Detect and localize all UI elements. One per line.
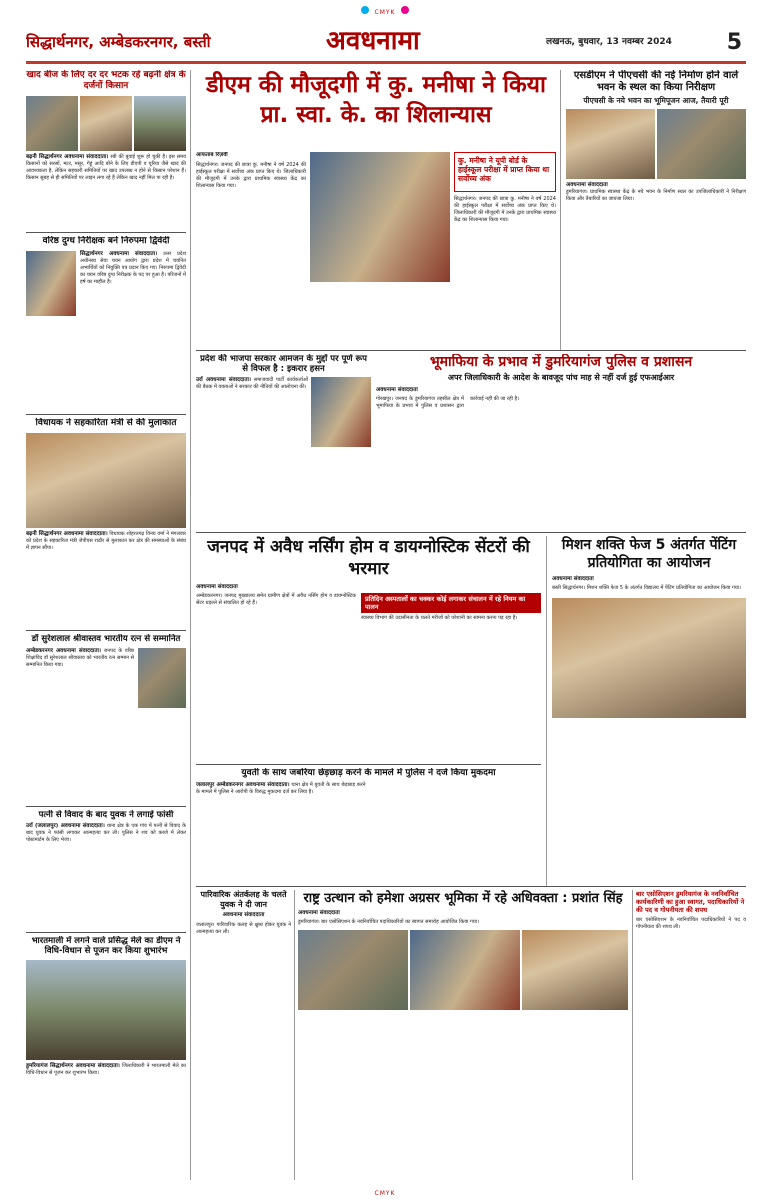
column-divider — [546, 536, 547, 886]
divider — [196, 886, 746, 887]
divider — [26, 414, 186, 415]
story-headline: भूमाफिया के प्रभाव में डुमरियागंज पुलिस व प्रशासन — [429, 354, 693, 370]
farmers-photo — [134, 96, 186, 151]
story-byline: अवधनामा संवाददाता — [552, 576, 594, 582]
story-body: विधायक शोहरतगढ़ विनय वर्मा ने मंगलवार को प्रदेश के सहकारिता मंत्री जेपीएस राठौर से मुलाकात कर क्षेत्र की समस्याओं के संबंध में ज्ञापन सौंपा। — [26, 531, 186, 551]
story-byline: अवधनामा संवाददाता — [376, 387, 418, 393]
story-sp-meeting — [196, 354, 371, 529]
foundation-photo — [310, 152, 450, 282]
farmers-photo — [26, 96, 78, 151]
story-body: बार एसोसिएशन के नवनिर्वाचित पदाधिकारियों ने पद व गोपनीयता की शपथ ली। — [636, 917, 746, 930]
ceremony-photo — [298, 930, 408, 1010]
story-headline: युवती के साथ जबरिया छेड़छाड़ करने के मामले में पुलिस ने दर्ज किया मुकदमा — [241, 768, 496, 778]
story-byline: उर्रा अवधनामा संवाददाता। — [196, 377, 251, 383]
cmyk-label: CMYK — [374, 1189, 396, 1197]
story-landmafia — [376, 354, 746, 529]
ceremony-photo — [522, 930, 628, 1010]
newspaper-logo: अवधनामा — [326, 26, 420, 56]
story-body: रबी की बुवाई शुरू हो चुकी है। इस समय किसानों को सरसों, मटर, मसूर, गेहूं आदि बोने के लिए डीएपी व यूरिया जैसे खाद की आवश्यकता है, लेकिन सहकारी समितियों पर खाद उपलब्ध न होने से किसान परेशान हैं। किसान सुबह से ही समितियों पर लाइन लगा रहे हैं लेकिन खाद नहीं मिल पा रही है। — [26, 154, 186, 181]
cmyk-label: CMYK — [374, 9, 396, 16]
divider — [26, 932, 186, 933]
story-subheadline: पीएचसी के नये भवन का भूमिपूजन आज, तैयारी पूरी — [583, 96, 729, 105]
column-divider — [294, 890, 295, 1180]
story-body: जिलाधिकारी ने भारतमाली मेले का विधि-विधान से पूजन कर शुभारंभ किया। — [26, 1063, 186, 1076]
story-body: बस्ती सिद्धार्थनगर। मिशन शक्ति फेज 5 के अंतर्गत विद्यालय में पेंटिंग प्रतियोगिता का आयोजन किया गया। — [552, 585, 741, 592]
story-bar-association — [636, 890, 746, 1180]
story-body: डुमरियागंज। प्राथमिक स्वास्थ्य केंद्र के नये भवन के निर्माण स्थल का उपजिलाधिकारी ने निरीक्षण किया और तैयारियों का जायजा लिया। — [566, 189, 746, 203]
story-advocate — [298, 890, 628, 1180]
divider — [196, 764, 541, 765]
column-divider — [190, 70, 191, 1180]
edition-date: लखनऊ, बुधवार, 13 नवम्बर 2024 — [546, 37, 672, 47]
portrait-photo — [138, 648, 186, 708]
pull-quote-text: कु. मनीषा ने यूपी बोर्ड के हाईस्कूल परीक्षा में प्राप्त किया था सर्वोच्च अंक — [458, 156, 550, 183]
boxed-headline: प्रतिदिन अस्पतालों का चक्कर कोई लगाकर संचालन में रहे नियम का पालन — [361, 593, 541, 613]
story-byline: बढ़नी सिद्धार्थनगर अवधनामा संवाददाता। — [26, 531, 108, 537]
story-body: थाना क्षेत्र में युवती के साथ छेड़छाड़ करने के मामले में पुलिस ने आरोपी के विरुद्ध मुकदमा दर्ज कर लिया है। — [196, 782, 366, 795]
cmyk-marker-bottom — [0, 1190, 770, 1198]
divider — [196, 350, 746, 351]
story-byline: सिद्धार्थनगर अवधनामा संवाददाता। — [80, 251, 158, 257]
ceremony-photo — [410, 930, 520, 1010]
story-byline: अवधनामा संवाददाता — [566, 182, 608, 188]
story-body: सिद्धार्थनगर। जनपद की छात्रा कु. मनीषा ने वर्ष 2024 की हाईस्कूल परीक्षा में सर्वोच्च अंक प्राप्त किए थे। जिलाधिकारी की मौजूदगी में उनके द्वारा प्राथमिक स्वास्थ्य केंद्र का शिलान्यास किया गया। — [196, 162, 306, 189]
divider — [26, 232, 186, 233]
story-fair — [26, 936, 186, 1176]
story-headline: पारिवारिक अंतर्कलह के चलते युवक ने दी जान — [200, 890, 287, 909]
painting-photo — [552, 598, 746, 718]
story-award — [26, 634, 186, 804]
story-headline: बार एसोसिएशन डुमरियागंज के नवनिर्वाचित कार्यकारिणी का हुआ स्वागत, पदाधिकारियों ने की पद व गोपनीयता की शपथ — [636, 890, 745, 914]
story-mla-meeting — [26, 418, 186, 628]
story-body: डुमरियागंज। बार एसोसिएशन के नवनिर्वाचित पदाधिकारियों का स्वागत समारोह आयोजित किया गया। — [298, 919, 479, 926]
story-byline: अम्बेडकरनगर अवधनामा संवाददाता। — [26, 648, 101, 654]
edition-location: सिद्धार्थनगर, अम्बेडकरनगर, बस्ती — [26, 33, 211, 51]
story-headline: भारतमाली में लगने वाले प्रसिद्ध मेले का डीएम ने विधि-विधान से पूजन कर किया शुभारंभ — [31, 936, 181, 956]
story-main — [196, 70, 556, 150]
story-byline: आफताब रिज़वी — [196, 152, 228, 158]
story-byline: उर्रा (जलालपुर) अवधनामा संवाददाता। — [26, 823, 105, 829]
story-body: उत्तर प्रदेश अधीनस्थ सेवा चयन आयोग द्वारा प्रदेश में चयनित अभ्यर्थियों को नियुक्ति पत्र प्रदान किए गए। निरुपमा द्विवेदी का चयन वरिष्ठ दुग्ध निरीक्षक के पद पर हुआ है। परिजनों में हर्ष का माहौल है। — [80, 251, 186, 285]
story-headline: खाद बीज के लिए दर दर भटक रहे बढ़नी क्षेत्र के दर्जनों किसान — [26, 70, 186, 91]
page-number: 5 — [726, 30, 742, 55]
masthead — [26, 24, 746, 64]
inspection-photo — [566, 109, 655, 179]
column-divider — [560, 70, 561, 350]
story-headline: मिशन शक्ति फेज 5 अंतर्गत पेंटिंग प्रतियोगिता का आयोजन — [561, 537, 737, 571]
divider — [196, 532, 746, 533]
story-headline: जनपद में अवैध नर्सिंग होम व डायग्नोस्टिक सेंटरों की भरमार — [207, 537, 530, 579]
story-sdm — [566, 70, 746, 350]
story-headline: वरिष्ठ दुग्ध निरीक्षक बने निरुपमा द्विवेदी — [42, 236, 170, 246]
story-headline: विधायक ने सहकारिता मंत्री से की मुलाकात — [35, 418, 177, 428]
story-headline: डॉ सुरेशलाल श्रीवास्तव भारतीय रत्न से सम्मानित — [31, 634, 181, 644]
story-main-body — [196, 152, 556, 347]
farmers-photo — [80, 96, 132, 151]
story-mission — [552, 536, 746, 886]
story-byline: जलालपुर अम्बेडकरनगर अवधनामा संवाददाता। — [196, 782, 290, 788]
story-byline: अवधनामा संवाददाता — [222, 912, 265, 918]
story-body: जनपद के वरिष्ठ शिक्षाविद डॉ सुरेशलाल श्रीवास्तव को भारतीय रत्न सम्मान से सम्मानित किया गया। — [26, 648, 134, 668]
story-headline: प्रदेश की भाजपा सरकार आमजन के मुद्दों पर पूर्ण रूप से विफल है : इकरार हसन — [200, 354, 367, 374]
story-body: थाना क्षेत्र के एक गांव में पत्नी से विवाद के बाद युवक ने फांसी लगाकर आत्महत्या कर ली। पुलिस ने शव को कब्जे में लेकर पोस्टमार्टम के लिए भेजा। — [26, 823, 186, 843]
story-byline: अवधनामा संवाददाता — [196, 584, 238, 590]
story-byline: डुमरियागंज सिद्धार्थनगर अवधनामा संवाददाता। — [26, 1063, 120, 1069]
reg-magenta-mark — [401, 6, 409, 14]
story-body: गोरखपुर। जनपद के डुमरियागंज तहसील क्षेत्र में भूमाफिया के प्रभाव में पुलिस व प्रशासन द्वारा कार्रवाई नहीं की जा रही है। — [376, 396, 520, 410]
story-headline: राष्ट्र उत्थान को हमेशा अग्रसर भूमिका में रहे अधिवक्ता : प्रशांत सिंह — [303, 891, 623, 906]
story-suicide — [26, 810, 186, 930]
portrait-photo — [311, 377, 371, 447]
fair-photo — [26, 960, 186, 1060]
story-headline: पत्नी से विवाद के बाद युवक ने लगाई फांसी — [38, 810, 174, 820]
divider — [26, 806, 186, 807]
story-subheadline: अपर जिलाधिकारी के आदेश के बावजूद पांच माह से नहीं दर्ज हुई एफआईआर — [447, 373, 675, 382]
inspection-photo — [657, 109, 746, 179]
story-body: समाजवादी पार्टी कार्यकर्ताओं की बैठक में वक्ताओं ने सरकार की नीतियों की आलोचना की। — [196, 377, 308, 390]
story-body: स्वास्थ्य विभाग की उदासीनता के चलते मरीजों को परेशानी का सामना करना पड़ रहा है। — [361, 615, 518, 622]
story-byline: अवधनामा संवाददाता — [298, 910, 340, 916]
story-body: जलालपुर। पारिवारिक कलह से क्षुब्ध होकर युवक ने आत्महत्या कर ली। — [196, 922, 291, 936]
story-body: अम्बेडकरनगर। जनपद मुख्यालय समेत ग्रामीण क्षेत्रों में अवैध नर्सिंग होम व डायग्नोस्टिक सेंटर धड़ल्ले से संचालित हो रहे हैं। — [196, 593, 356, 607]
story-farmers — [26, 70, 186, 230]
story-headline: डीएम की मौजूदगी में कु. मनीषा ने किया प्रा. स्वा. के. का शिलान्यास — [206, 72, 546, 128]
divider — [26, 630, 186, 631]
story-dairy — [26, 236, 186, 412]
portrait-photo — [26, 251, 76, 316]
story-body: सिद्धार्थनगर। जनपद की छात्रा कु. मनीषा ने वर्ष 2024 की हाईस्कूल परीक्षा में सर्वोच्च अंक प्राप्त किए थे। जिलाधिकारी की मौजूदगी में उनके द्वारा प्राथमिक स्वास्थ्य केंद्र का शिलान्यास किया गया। — [454, 196, 556, 223]
story-headline: एसडीएम ने पीएचसी की नई निर्माण होने वाले भवन के स्थल का किया निरीक्षण — [573, 70, 739, 93]
story-nursing — [196, 536, 541, 761]
pull-quote — [454, 152, 556, 192]
reg-cyan-mark — [361, 6, 369, 14]
column-divider — [632, 890, 633, 1180]
cmyk-marker-top — [0, 6, 770, 17]
story-family — [196, 890, 291, 1180]
story-harassment — [196, 768, 541, 883]
meeting-photo — [26, 433, 186, 528]
story-byline: बढ़नी सिद्धार्थनगर अवधनामा संवाददाता। — [26, 154, 109, 160]
